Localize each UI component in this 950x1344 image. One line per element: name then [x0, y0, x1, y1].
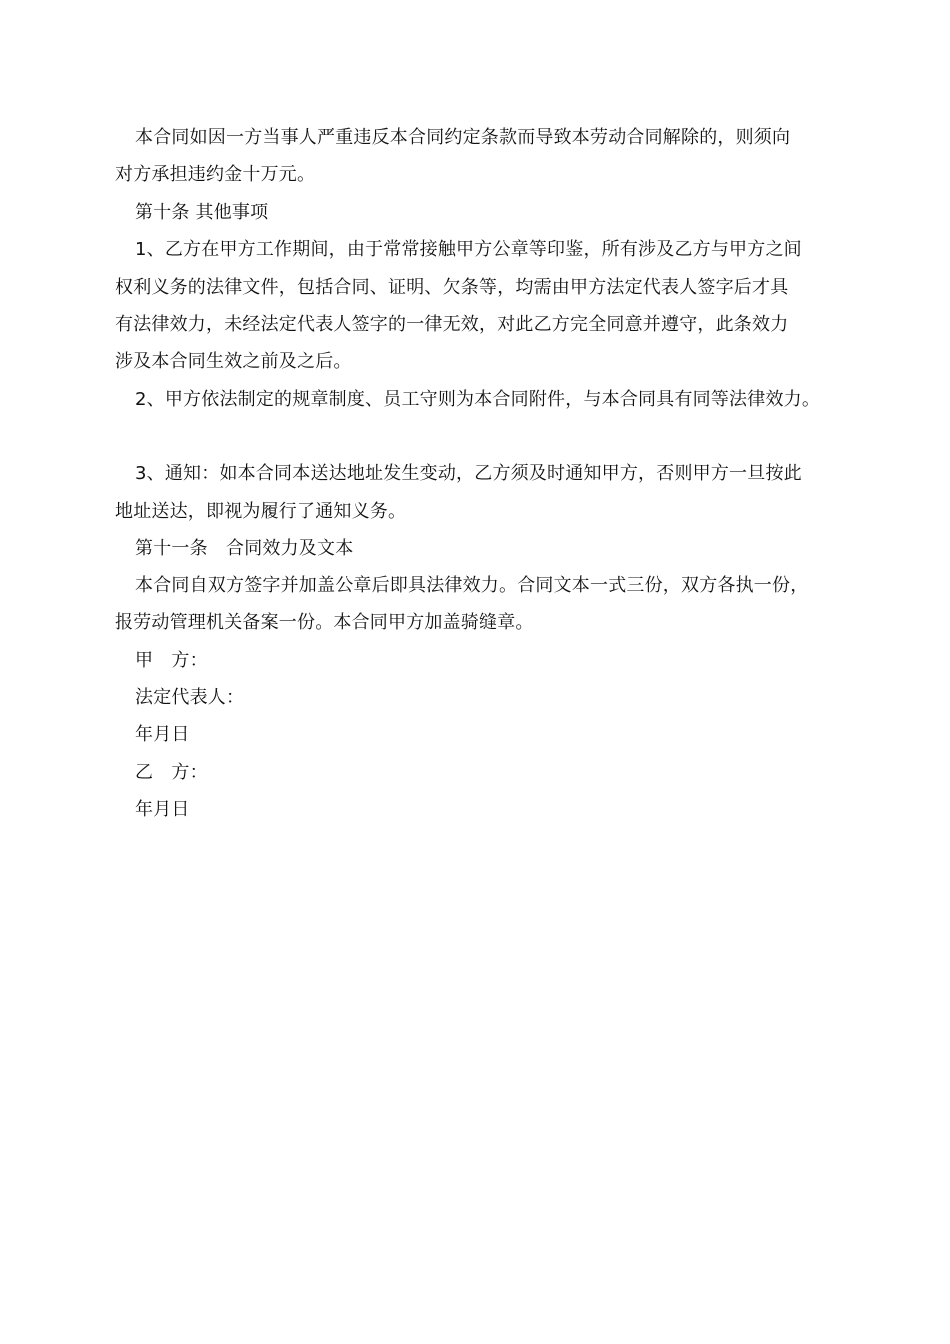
article-10-item-3-line-2: 地址送达，即视为履行了通知义务。: [115, 501, 407, 522]
legal-representative-label: 法定代表人：: [135, 687, 245, 708]
party-b-label: 乙 方：: [135, 762, 208, 783]
article-10-heading: 第十条 其他事项: [135, 202, 269, 223]
party-a-date-label: 年月日: [135, 724, 190, 745]
article-10-item-2: 2、甲方依法制定的规章制度、员工守则为本合同附件，与本合同具有同等法律效力。: [135, 389, 821, 410]
article-11-body-line-1: 本合同自双方签字并加盖公章后即具法律效力。合同文本一式三份，双方各执一份，: [135, 575, 809, 596]
article-10-item-1-line-2: 权利义务的法律文件，包括合同、证明、欠条等，均需由甲方法定代表人签字后才具: [115, 277, 789, 298]
article-10-item-3-line-1: 3、通知：如本合同本送达地址发生变动，乙方须及时通知甲方，否则甲方一旦按此: [135, 463, 802, 484]
paragraph-penalty-line-2: 对方承担违约金十万元。: [115, 164, 316, 185]
article-10-item-1-line-1: 1、乙方在甲方工作期间，由于常常接触甲方公章等印鉴，所有涉及乙方与甲方之间: [135, 239, 802, 260]
party-a-label: 甲 方：: [135, 650, 208, 671]
article-10-item-1-line-4: 涉及本合同生效之前及之后。: [115, 351, 352, 372]
article-11-heading: 第十一条 合同效力及文本: [135, 538, 354, 559]
party-b-date-label: 年月日: [135, 799, 190, 820]
article-10-item-1-line-3: 有法律效力，未经法定代表人签字的一律无效，对此乙方完全同意并遵守，此条效力: [115, 314, 789, 335]
article-11-body-line-2: 报劳动管理机关备案一份。本合同甲方加盖骑缝章。: [115, 612, 534, 633]
paragraph-penalty-line-1: 本合同如因一方当事人严重违反本合同约定条款而导致本劳动合同解除的，则须向: [135, 127, 791, 148]
